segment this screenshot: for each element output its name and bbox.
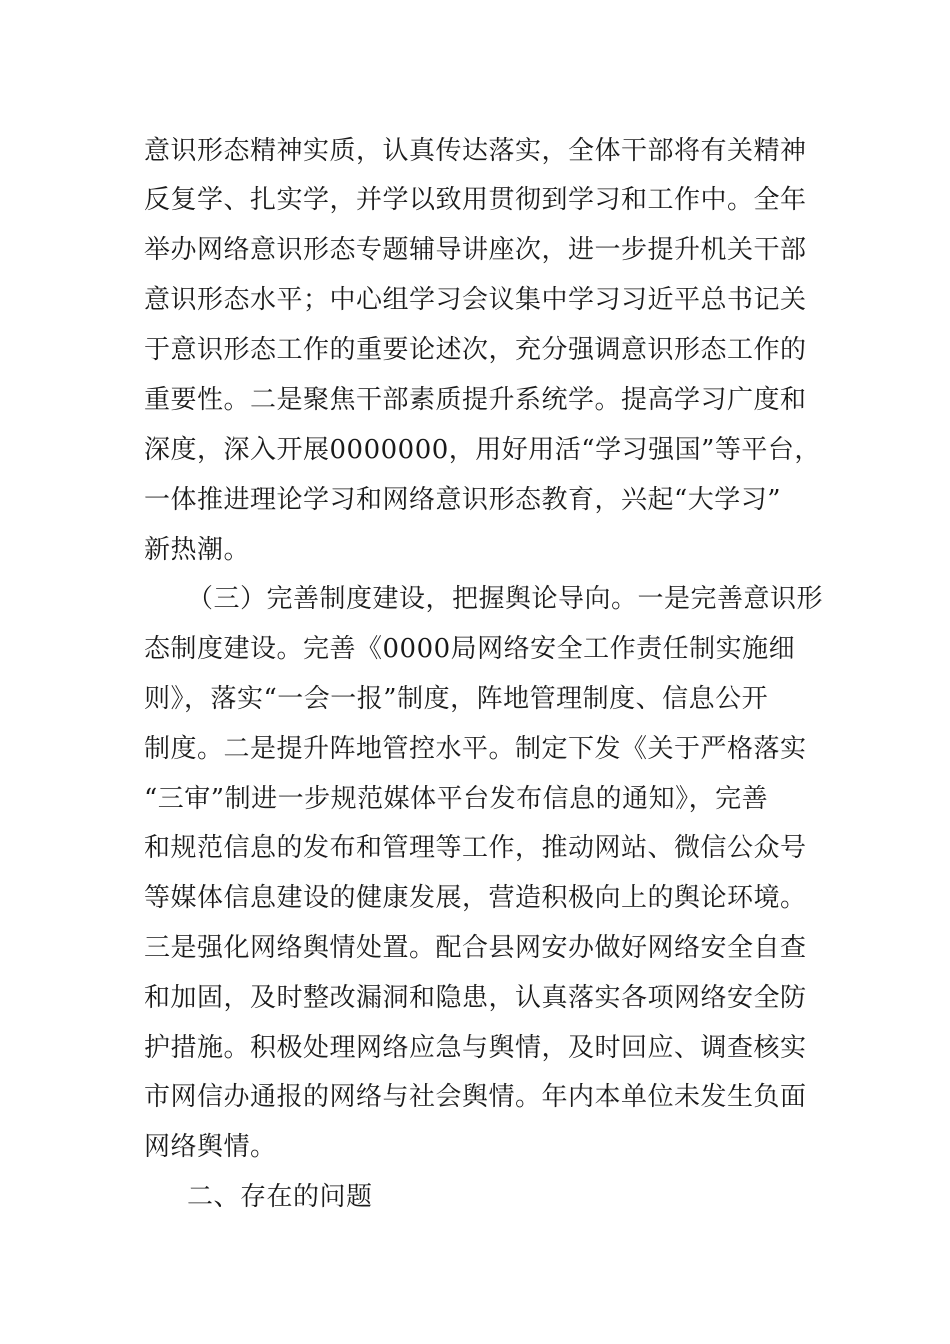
text-line: 和加固，及时整改漏洞和隐患，认真落实各项网络安全防 xyxy=(144,983,807,1013)
text-line: 深度，深入开展0000000，用好用活“学习强国”等平台， xyxy=(144,435,821,465)
text-line: 态制度建设。完善《0000局网络安全工作责任制实施细 xyxy=(144,634,796,664)
text-line: 重要性。二是聚焦干部素质提升系统学。提高学习广度和 xyxy=(144,385,807,415)
text-line: 制度。二是提升阵地管控水平。制定下发《关于严格落实 xyxy=(144,734,807,764)
text-line: 和规范信息的发布和管理等工作，推动网站、微信公众号 xyxy=(144,833,807,863)
text-line: 护措施。积极处理网络应急与舆情，及时回应、调查核实 xyxy=(144,1033,807,1063)
text-line: 一体推进理论学习和网络意识形态教育，兴起“大学习” xyxy=(144,485,782,515)
text-line: 等媒体信息建设的健康发展，营造积极向上的舆论环境。 xyxy=(144,883,807,913)
text-line: 则》，落实“一会一报”制度，阵地管理制度、信息公开 xyxy=(144,684,769,714)
text-line: 三是强化网络舆情处置。配合县网安办做好网络安全自查 xyxy=(144,933,807,963)
text-line: 意识形态精神实质，认真传达落实，全体干部将有关精神 xyxy=(144,136,807,166)
text-line: 举办网络意识形态专题辅导讲座次，进一步提升机关干部 xyxy=(144,235,807,265)
text-line: 反复学、扎实学，并学以致用贯彻到学习和工作中。全年 xyxy=(144,185,807,215)
text-line: 市网信办通报的网络与社会舆情。年内本单位未发生负面 xyxy=(144,1082,807,1112)
text-line: 于意识形态工作的重要论述次，充分强调意识形态工作的 xyxy=(144,335,807,365)
text-line: 新热潮。 xyxy=(144,535,251,565)
text-line: “三审”制进一步规范媒体平台发布信息的通知》，完善 xyxy=(144,784,769,814)
section-heading: 二、存在的问题 xyxy=(187,1182,373,1212)
section-heading-line: （三）完善制度建设，把握舆论导向。一是完善意识形 xyxy=(187,584,824,614)
text-line: 网络舆情。 xyxy=(144,1132,277,1162)
text-line: 意识形态水平；中心组学习会议集中学习习近平总书记关 xyxy=(144,285,807,315)
